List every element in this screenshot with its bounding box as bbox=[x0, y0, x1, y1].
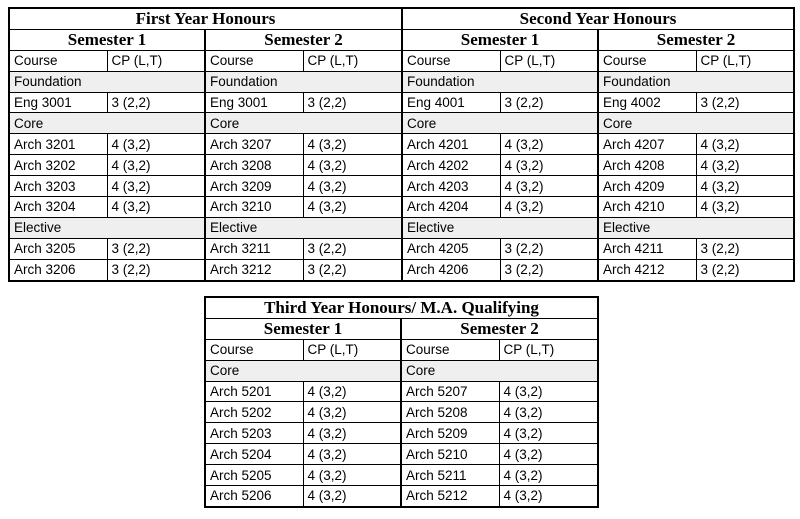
course-row bbox=[9, 176, 402, 197]
course-row bbox=[205, 402, 598, 423]
course-row bbox=[205, 423, 598, 444]
third-year-honours-table bbox=[204, 296, 599, 508]
credit-points: 4 (3,2) bbox=[303, 486, 401, 507]
section-label: Core bbox=[402, 113, 598, 134]
credit-points: 4 (3,2) bbox=[303, 134, 402, 155]
course-row bbox=[9, 155, 402, 176]
section-label: Elective bbox=[205, 217, 402, 238]
course-header: Course bbox=[9, 50, 107, 71]
section-label: Core bbox=[9, 113, 205, 134]
credit-points: 4 (3,2) bbox=[500, 155, 598, 176]
course-code: Arch 5209 bbox=[401, 423, 499, 444]
credit-points: 3 (2,2) bbox=[500, 259, 598, 280]
course-code: Arch 4201 bbox=[402, 134, 500, 155]
section-row bbox=[9, 71, 402, 92]
credit-points: 4 (3,2) bbox=[303, 381, 401, 402]
year-title: Second Year Honours bbox=[402, 8, 794, 29]
course-code: Arch 5212 bbox=[401, 486, 499, 507]
course-row bbox=[9, 92, 402, 113]
credit-points: 4 (3,2) bbox=[303, 423, 401, 444]
course-row bbox=[9, 197, 402, 218]
credit-points: 3 (2,2) bbox=[500, 238, 598, 259]
course-code: Arch 4212 bbox=[598, 259, 696, 280]
cp-header: CP (L,T) bbox=[499, 339, 598, 360]
credit-points: 4 (3,2) bbox=[500, 134, 598, 155]
course-code: Arch 4202 bbox=[402, 155, 500, 176]
course-header: Course bbox=[205, 50, 303, 71]
semester-title-row bbox=[402, 29, 794, 50]
course-code: Eng 3001 bbox=[9, 92, 107, 113]
course-row bbox=[402, 238, 794, 259]
course-row bbox=[205, 444, 598, 465]
course-row bbox=[205, 381, 598, 402]
credit-points: 4 (3,2) bbox=[499, 402, 598, 423]
semester-title-row bbox=[9, 29, 402, 50]
course-code: Arch 4209 bbox=[598, 176, 696, 197]
course-code: Arch 4205 bbox=[402, 238, 500, 259]
credit-points: 3 (2,2) bbox=[696, 238, 794, 259]
course-code: Arch 5204 bbox=[205, 444, 303, 465]
course-code: Arch 5211 bbox=[401, 465, 499, 486]
course-code: Eng 3001 bbox=[205, 92, 303, 113]
credit-points: 3 (2,2) bbox=[107, 238, 205, 259]
semester-1-title: Semester 1 bbox=[402, 29, 598, 50]
credit-points: 4 (3,2) bbox=[107, 176, 205, 197]
course-code: Arch 4208 bbox=[598, 155, 696, 176]
course-code: Arch 4211 bbox=[598, 238, 696, 259]
section-row bbox=[9, 113, 402, 134]
credit-points: 3 (2,2) bbox=[303, 92, 402, 113]
course-row bbox=[402, 155, 794, 176]
credit-points: 4 (3,2) bbox=[499, 423, 598, 444]
course-row bbox=[9, 259, 402, 280]
course-code: Arch 5210 bbox=[401, 444, 499, 465]
year-title-row bbox=[402, 8, 794, 29]
credit-points: 4 (3,2) bbox=[107, 155, 205, 176]
course-code: Arch 3210 bbox=[205, 197, 303, 218]
credit-points: 4 (3,2) bbox=[303, 155, 402, 176]
credit-points: 3 (2,2) bbox=[107, 92, 205, 113]
credit-points: 3 (2,2) bbox=[696, 92, 794, 113]
first-year-honours-table bbox=[8, 7, 403, 282]
semester-2-title: Semester 2 bbox=[205, 29, 402, 50]
column-header-row bbox=[205, 339, 598, 360]
cp-header: CP (L,T) bbox=[303, 50, 402, 71]
course-code: Arch 3203 bbox=[9, 176, 107, 197]
credit-points: 3 (2,2) bbox=[696, 259, 794, 280]
course-code: Arch 4203 bbox=[402, 176, 500, 197]
course-code: Arch 4204 bbox=[402, 197, 500, 218]
semester-1-title: Semester 1 bbox=[9, 29, 205, 50]
credit-points: 4 (3,2) bbox=[696, 176, 794, 197]
course-code: Arch 5207 bbox=[401, 381, 499, 402]
section-row bbox=[402, 113, 794, 134]
section-label: Foundation bbox=[402, 71, 598, 92]
course-code: Arch 5205 bbox=[205, 465, 303, 486]
course-row bbox=[402, 197, 794, 218]
course-header: Course bbox=[205, 339, 303, 360]
course-row bbox=[205, 486, 598, 507]
year-title: First Year Honours bbox=[9, 8, 402, 29]
course-code: Eng 4001 bbox=[402, 92, 500, 113]
credit-points: 4 (3,2) bbox=[696, 197, 794, 218]
course-header: Course bbox=[401, 339, 499, 360]
course-row bbox=[402, 92, 794, 113]
credit-points: 4 (3,2) bbox=[107, 197, 205, 218]
course-header: Course bbox=[598, 50, 696, 71]
course-code: Arch 5206 bbox=[205, 486, 303, 507]
section-label: Elective bbox=[598, 217, 794, 238]
course-code: Arch 5201 bbox=[205, 381, 303, 402]
course-code: Arch 3207 bbox=[205, 134, 303, 155]
credit-points: 4 (3,2) bbox=[303, 197, 402, 218]
section-label: Elective bbox=[9, 217, 205, 238]
credit-points: 3 (2,2) bbox=[500, 92, 598, 113]
course-code: Eng 4002 bbox=[598, 92, 696, 113]
course-row bbox=[9, 238, 402, 259]
course-code: Arch 3211 bbox=[205, 238, 303, 259]
year-title-row bbox=[205, 297, 598, 318]
course-code: Arch 3212 bbox=[205, 259, 303, 280]
credit-points: 4 (3,2) bbox=[696, 155, 794, 176]
course-code: Arch 3202 bbox=[9, 155, 107, 176]
semester-2-title: Semester 2 bbox=[401, 318, 598, 339]
course-row bbox=[9, 134, 402, 155]
year-title: Third Year Honours/ M.A. Qualifying bbox=[205, 297, 598, 318]
cp-header: CP (L,T) bbox=[696, 50, 794, 71]
credit-points: 3 (2,2) bbox=[303, 259, 402, 280]
credit-points: 4 (3,2) bbox=[107, 134, 205, 155]
section-row bbox=[9, 217, 402, 238]
course-code: Arch 4207 bbox=[598, 134, 696, 155]
course-row bbox=[402, 176, 794, 197]
course-code: Arch 4210 bbox=[598, 197, 696, 218]
course-code: Arch 5208 bbox=[401, 402, 499, 423]
section-label: Core bbox=[205, 113, 402, 134]
credit-points: 4 (3,2) bbox=[499, 486, 598, 507]
credit-points: 3 (2,2) bbox=[303, 238, 402, 259]
course-code: Arch 3208 bbox=[205, 155, 303, 176]
section-row bbox=[402, 217, 794, 238]
credit-points: 3 (2,2) bbox=[107, 259, 205, 280]
section-row bbox=[402, 71, 794, 92]
course-code: Arch 3206 bbox=[9, 259, 107, 280]
column-header-row bbox=[9, 50, 402, 71]
credit-points: 4 (3,2) bbox=[499, 444, 598, 465]
credit-points: 4 (3,2) bbox=[500, 197, 598, 218]
course-code: Arch 3209 bbox=[205, 176, 303, 197]
cp-header: CP (L,T) bbox=[500, 50, 598, 71]
credit-points: 4 (3,2) bbox=[303, 444, 401, 465]
course-row bbox=[402, 259, 794, 280]
section-label: Core bbox=[598, 113, 794, 134]
semester-2-title: Semester 2 bbox=[598, 29, 794, 50]
credit-points: 4 (3,2) bbox=[499, 465, 598, 486]
section-label: Foundation bbox=[598, 71, 794, 92]
course-code: Arch 5203 bbox=[205, 423, 303, 444]
cp-header: CP (L,T) bbox=[107, 50, 205, 71]
course-code: Arch 3205 bbox=[9, 238, 107, 259]
section-label: Foundation bbox=[205, 71, 402, 92]
column-header-row bbox=[402, 50, 794, 71]
section-label: Core bbox=[205, 360, 401, 381]
section-label: Foundation bbox=[9, 71, 205, 92]
section-row bbox=[205, 360, 598, 381]
credit-points: 4 (3,2) bbox=[303, 465, 401, 486]
course-header: Course bbox=[402, 50, 500, 71]
course-row bbox=[402, 134, 794, 155]
credit-points: 4 (3,2) bbox=[303, 402, 401, 423]
course-code: Arch 3201 bbox=[9, 134, 107, 155]
credit-points: 4 (3,2) bbox=[500, 176, 598, 197]
cp-header: CP (L,T) bbox=[303, 339, 401, 360]
year-title-row bbox=[9, 8, 402, 29]
second-year-honours-table bbox=[401, 7, 795, 282]
section-label: Core bbox=[401, 360, 598, 381]
section-label: Elective bbox=[402, 217, 598, 238]
course-code: Arch 4206 bbox=[402, 259, 500, 280]
course-row bbox=[205, 465, 598, 486]
semester-1-title: Semester 1 bbox=[205, 318, 401, 339]
credit-points: 4 (3,2) bbox=[303, 176, 402, 197]
credit-points: 4 (3,2) bbox=[499, 381, 598, 402]
course-code: Arch 3204 bbox=[9, 197, 107, 218]
course-code: Arch 5202 bbox=[205, 402, 303, 423]
semester-title-row bbox=[205, 318, 598, 339]
credit-points: 4 (3,2) bbox=[696, 134, 794, 155]
